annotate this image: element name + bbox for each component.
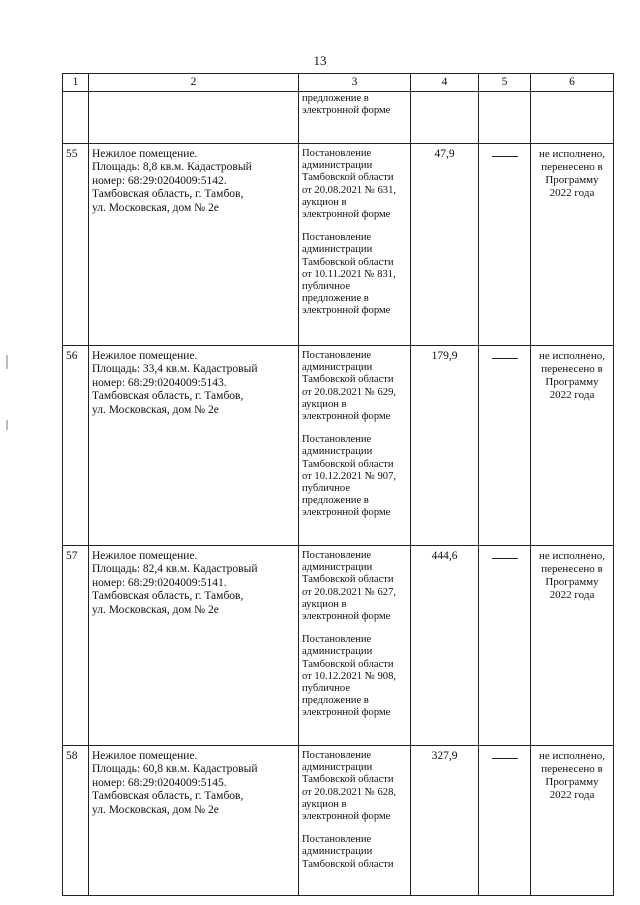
decision-line: аукцион в [302, 798, 347, 810]
description-line: Нежилое помещение. [92, 750, 198, 762]
decision-line: электронной форме [302, 305, 391, 317]
description-line: Нежилое помещение. [92, 148, 198, 160]
header-cell: 4 [411, 74, 479, 92]
status-cell [531, 144, 614, 346]
empty-dash [492, 758, 518, 759]
description-line: Тамбовская область, г. Тамбов, [92, 790, 244, 803]
description-line: номер: 68:29:0204009:5145. [92, 776, 227, 789]
status-line: не исполнено, [539, 350, 605, 362]
decision-spacer [302, 623, 407, 634]
decision-line: Тамбовской области [302, 858, 394, 870]
description-line: ул. Московская, дом № 2е [92, 603, 219, 616]
decision-line: Тамбовской области [302, 458, 394, 470]
decision-line: электронной форме [302, 811, 391, 823]
decision-line: Тамбовской области [302, 374, 394, 386]
page-number: 13 [313, 53, 327, 68]
decision-line: Тамбовской области [302, 172, 394, 184]
decision-line: от 20.08.2021 № 631, [302, 184, 397, 196]
decision-cell [299, 746, 411, 896]
description-line: Площадь: 8,8 кв.м. Кадастровый [92, 161, 252, 174]
value-cell: 47,9 [411, 144, 479, 346]
status-line: Программу [545, 376, 599, 388]
description-line: номер: 68:29:0204009:5143. [92, 376, 227, 389]
decision-line: администрации [302, 446, 373, 458]
header-row [63, 74, 614, 92]
decision-line: публичное [302, 683, 351, 695]
empty-dash [492, 558, 518, 559]
header-cell: 1 [63, 74, 89, 92]
table-row [63, 746, 614, 896]
decision-line: Тамбовской области [302, 774, 394, 786]
description-cell [89, 92, 299, 144]
description-cell [89, 144, 299, 346]
decision-line: администрации [302, 646, 373, 658]
status-line: перенесено в [541, 161, 603, 173]
status-line: перенесено в [541, 763, 603, 775]
value-cell: 327,9 [411, 746, 479, 896]
status-cell [531, 346, 614, 546]
decision-cell [299, 144, 411, 346]
col5-cell [479, 92, 531, 144]
status-line: Программу [545, 576, 599, 588]
decision-spacer [302, 823, 407, 834]
description-line: номер: 68:29:0204009:5142. [92, 174, 227, 187]
decision-line: публичное [302, 281, 351, 293]
decision-line: электронной форме [302, 411, 391, 423]
col5-cell [479, 144, 531, 346]
decision-line: Тамбовской области [302, 658, 394, 670]
decision-line: администрации [302, 762, 373, 774]
status-line: не исполнено, [539, 750, 605, 762]
decision-spacer [302, 423, 407, 434]
header-cell: 5 [479, 74, 531, 92]
decision-line: Тамбовской области [302, 574, 394, 586]
status-line: перенесено в [541, 563, 603, 575]
decision-line: предложение в [302, 695, 369, 707]
status-line: Программу [545, 776, 599, 788]
decision-line: Постановление [302, 834, 372, 846]
header-cell: 2 [89, 74, 299, 92]
decision-cell [299, 346, 411, 546]
status-cell [531, 92, 614, 144]
value-cell: 444,6 [411, 546, 479, 746]
status-line: не исполнено, [539, 148, 605, 160]
description-line: номер: 68:29:0204009:5141. [92, 576, 227, 589]
decision-line: администрации [302, 160, 373, 172]
description-line: Тамбовская область, г. Тамбов, [92, 590, 244, 603]
decision-line: администрации [302, 562, 373, 574]
description-cell [89, 546, 299, 746]
decision-line: от 10.12.2021 № 907, [302, 470, 397, 482]
description-line: ул. Московская, дом № 2е [92, 803, 219, 816]
row-number: 58 [63, 746, 89, 896]
decision-line: электронной форме [302, 105, 391, 117]
empty-dash [492, 156, 518, 157]
decision-line: публичное [302, 483, 351, 495]
description-cell [89, 346, 299, 546]
num-cell [63, 92, 89, 144]
header-cell: 6 [531, 74, 614, 92]
status-line: 2022 года [549, 389, 595, 401]
decision-line: электронной форме [302, 209, 391, 221]
decision-line: от 20.08.2021 № 628, [302, 786, 397, 798]
decision-line: аукцион в [302, 398, 347, 410]
scan-margin-mark [6, 355, 8, 369]
decision-cell [299, 546, 411, 746]
description-cell [89, 746, 299, 896]
decision-line: Постановление [302, 350, 372, 361]
status-cell [531, 746, 614, 896]
description-line: Площадь: 60,8 кв.м. Кадастровый [92, 763, 258, 776]
row-number: 57 [63, 546, 89, 746]
status-line: 2022 года [549, 589, 595, 601]
decision-line: Постановление [302, 434, 372, 446]
decision-line: предложение в [302, 495, 369, 507]
description-line: Площадь: 82,4 кв.м. Кадастровый [92, 563, 258, 576]
description-line: Нежилое помещение. [92, 350, 198, 362]
table-row [63, 144, 614, 346]
decision-line: администрации [302, 846, 373, 858]
continuation-row [63, 92, 614, 144]
decision-line: Постановление [302, 148, 372, 159]
decision-line: электронной форме [302, 707, 391, 719]
decision-line: Постановление [302, 750, 372, 761]
status-line: 2022 года [549, 187, 595, 199]
decision-cell [299, 92, 411, 144]
value-cell: 179,9 [411, 346, 479, 546]
status-line: Программу [545, 174, 599, 186]
decision-spacer [302, 221, 407, 232]
table-row [63, 546, 614, 746]
decision-line: от 20.08.2021 № 629, [302, 386, 397, 398]
col5-cell [479, 346, 531, 546]
decision-line: Постановление [302, 634, 372, 646]
description-line: Тамбовская область, г. Тамбов, [92, 188, 244, 201]
description-line: Нежилое помещение. [92, 550, 198, 562]
col5-cell [479, 746, 531, 896]
description-line: ул. Московская, дом № 2е [92, 201, 219, 214]
status-cell [531, 546, 614, 746]
decision-line: Постановление [302, 232, 372, 244]
description-line: Площадь: 33,4 кв.м. Кадастровый [92, 363, 258, 376]
decision-line: Тамбовской области [302, 256, 394, 268]
decision-line: электронной форме [302, 507, 391, 519]
col5-cell [479, 546, 531, 746]
empty-dash [492, 358, 518, 359]
decision-line: электронной форме [302, 611, 391, 623]
decision-line: аукцион в [302, 598, 347, 610]
scan-margin-mark [6, 420, 8, 430]
description-line: Тамбовская область, г. Тамбов, [92, 390, 244, 403]
decision-line: от 10.11.2021 № 831, [302, 268, 396, 280]
decision-line: предложение в [302, 93, 369, 104]
header-cell: 3 [299, 74, 411, 92]
table-row [63, 346, 614, 546]
status-line: 2022 года [549, 789, 595, 801]
row-number: 56 [63, 346, 89, 546]
decision-line: от 20.08.2021 № 627, [302, 586, 397, 598]
decision-line: аукцион в [302, 196, 347, 208]
decision-line: администрации [302, 244, 373, 256]
description-line: ул. Московская, дом № 2е [92, 403, 219, 416]
status-line: не исполнено, [539, 550, 605, 562]
decision-line: Постановление [302, 550, 372, 561]
status-line: перенесено в [541, 363, 603, 375]
decision-line: от 10.12.2021 № 908, [302, 670, 397, 682]
decision-line: предложение в [302, 293, 369, 305]
decision-line: администрации [302, 362, 373, 374]
row-number: 55 [63, 144, 89, 346]
value-cell [411, 92, 479, 144]
program-table [62, 73, 614, 896]
